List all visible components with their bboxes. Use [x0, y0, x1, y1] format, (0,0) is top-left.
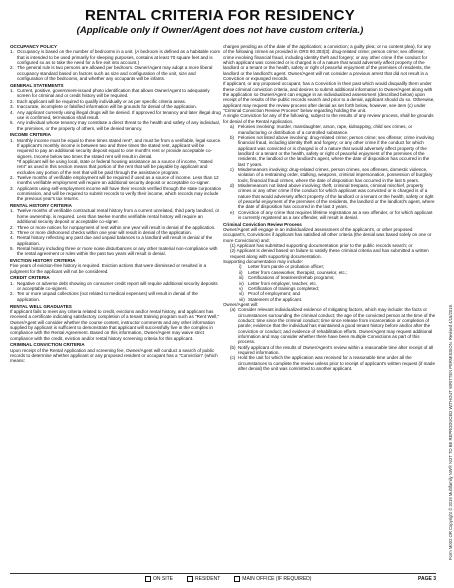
item-text: Notify applicant of the results of Owner/Agent's review within a reasonable time after receipt of all required information.: [238, 344, 434, 355]
lettered-item: [223, 124, 436, 135]
item-number: iii): [239, 275, 244, 281]
paragraph: [10, 309, 222, 341]
side-copyright-text: Form M002 OR Copyright © 2019 Multifamily NW® NOT TO BE REPRODUCED WITHOUT WRITTEN PERMISSION. Revised 4/15/2019.: [448, 303, 453, 560]
lettered-item: [223, 135, 436, 167]
numbered-item: [10, 49, 222, 65]
item-number: 1.: [10, 280, 14, 286]
item-text: Felonies not listed above involving: drug-related crime; person crime; sex offense; crime involving financial fraud, including identity theft and forgery; or any other crime if the conduct for which applicant was convicted or is charged is of a nature that would adversely affect property of the landlord or a tenant or the health, safety or right of peaceful enjoyment of the premises of the residents, the landlord or the landlord's agent, where the date of disposition has occurred in the last 7 years.: [238, 134, 434, 167]
item-text: RENTAL WELL GRADUATES: [10, 303, 72, 309]
item-text: Statement of the applicant.: [248, 296, 303, 302]
numbered-item: [10, 208, 222, 224]
item-text: (2) Applicant is denied based on failure to satisfy these criminal criteria and has submitted a written request along with supporting documentation.: [230, 248, 429, 259]
item-text: Any individual whose tenancy may constitute a direct threat to the health and safety of any individual, the premises, or the property of others, will be denied tenancy.: [17, 120, 220, 131]
item-text: If applicant, or any proposed occupant, has a Conviction in their past which would disqualify them under these criminal conviction criteria, and desires to submit additional information to Owner/Agent along with the application so Owner/Agent can engage in an individualized assessment (described below) upon receipt of the results of the public records search and prior to a denial, applicant should do so. Otherwise, applicant may request the review process after denial as set forth below, however, see item (c) under "Criminal Conviction Review Process" below regarding holding the unit.: [223, 81, 435, 114]
item-text: RENTAL HISTORY CRITERIA: [10, 203, 72, 209]
item-text: Current, positive, government-issued photo identification that allows Owner/Agent to adequately screen for criminal and or credit history will be required.: [17, 88, 210, 99]
indented-paragraph: [223, 248, 436, 259]
item-number: 2.: [10, 224, 14, 230]
item-number: b): [230, 134, 235, 140]
item-number: d): [230, 182, 235, 188]
item-text: OCCUPANCY POLICY: [10, 44, 58, 49]
item-number: (c): [230, 355, 236, 361]
item-number: (a): [230, 307, 236, 313]
checkbox-box[interactable]: [145, 576, 151, 582]
lettered-item: [223, 210, 436, 221]
item-text: Misdemeanors not listed above involving: theft, criminal trespass, criminal mischief, property crimes or any other crime if the conduct for which applicant was convicted or is charged is of a nature that would adversely affect property of the landlord or a tenant or the health, safety or right of peaceful enjoyment of the premises of the residents, the landlord or the landlord's agent, where the date of disposition has occurred in the last 3 years.: [238, 182, 435, 210]
lettered-item: [223, 345, 436, 356]
item-text: Owner/Agent will:: [223, 301, 259, 307]
item-text: Certification of trainings completed;: [248, 285, 320, 291]
item-number: 2.: [10, 98, 14, 104]
item-text: Hold the unit for which the application was received for a reasonable time under all the circumstances to complete the review unless prior to receipt of applicant's written request (if made after denial) the unit was committed to another applicant.: [238, 355, 435, 372]
sub-list-item: [223, 297, 436, 302]
item-text: EVICTION HISTORY CRITERIA: [10, 257, 76, 263]
side-copyright: [440, 100, 453, 560]
item-text: Monthly income must be equal to three times stated rent*, and must be from a verifiable, legal source. If applicant's monthly income is between two and three times the stated rent, applicant will be required to pay an additional security deposit equal to one month's rent or provide acceptable co-signers. Income below two times the stated rent will result in denial.: [17, 137, 222, 159]
page-number: PAGE 3: [418, 576, 436, 582]
item-text: CRIMINAL CONVICTION CRITERIA: [10, 342, 85, 348]
item-number: a): [230, 124, 235, 130]
item-number: 4.: [10, 109, 14, 115]
item-text: Each applicant will be required to qualify individually or as per specific criteria areas.: [17, 98, 187, 104]
item-text: GENERAL STATEMENTS: [10, 82, 64, 88]
footer: [10, 573, 436, 585]
item-number: (b): [230, 344, 236, 350]
item-text: The general rule is two persons are allowed per bedroom. Owner/Agent may adopt a more liberal occupancy standard based on factors such as size and configuration of the unit, size and configuration of the bedrooms, and whether any occupants will be infants.: [17, 65, 213, 82]
item-text: Consider relevant individualized evidence of mitigating factors, which may include: the facts or circumstances surrounding the criminal conduct; the age of the convicted person at the time of the conduct; time since the criminal conduct; time since release from incarceration or completion of parole; evidence that the individual has maintained a good tenant history before and/or after the conviction or conduct; and evidence of rehabilitation efforts. Owner/Agent may request additional information and may consider whether there have been multiple Convictions as part of this process.: [238, 307, 436, 345]
item-text: If applicant fails to meet any criteria related to credit, evictions and/or rental history, and applicant has received a certificate indicating satisfactory completion of a tenant training program such as "Rent Well," Owner/Agent will consider whether the course content, instructor comments and any other information supplied by applicant is sufficient to demonstrate that applicant will successfully live in the complex in compliance with the Rental Agreement. Based on this information, Owner/Agent may waive strict compliance with the credit, eviction and/or rental history screening criteria for this applicant.: [10, 308, 220, 341]
numbered-item: [10, 120, 222, 131]
item-number: 2.: [10, 65, 14, 71]
item-text: CREDIT CRITERIA: [10, 275, 50, 281]
lettered-item: [223, 307, 436, 344]
item-text: Upon receipt of the Rental Application and screening fee, Owner/Agent will conduct a search of public records to determine whether applicant or any proposed resident or occupant has a "Conviction" (which means:: [10, 347, 218, 364]
checkbox-box[interactable]: [234, 576, 240, 582]
lettered-item: [223, 167, 436, 183]
item-number: 3.: [10, 185, 14, 191]
item-text: Five years of eviction-free history is required. Eviction actions that were dismissed or resulted in a judgment for the applicant will not be considered.: [10, 263, 207, 274]
checkbox-on-site[interactable]: ON SITE: [145, 576, 173, 582]
paragraph: [223, 44, 436, 81]
item-text: Any applicant currently using illegal drugs will be denied. If approved for tenancy and later illegal drug use is confirmed, termination shall result.: [17, 109, 221, 120]
item-text: INCOME CRITERIA: [10, 132, 51, 138]
item-text: Occupancy is based on the number of bedrooms in a unit. (A bedroom is defined as a habitable room that is intended to be used primarily for sleeping purposes, contains at least 70 square feet and is configured so as to take the need for a fire exit into account.): [17, 49, 221, 66]
item-text: Rental history including three or more noise disturbances or any other material non-compliance with the rental agreement or rules within the past two years will result in denial.: [17, 245, 218, 257]
item-number: 1.: [10, 208, 14, 214]
item-text: Criminal Conviction Review Process: [223, 221, 302, 227]
page-title: RENTAL CRITERIA FOR RESIDENCY: [84, 7, 356, 24]
item-text: (1) Applicant has submitted supporting documentation prior to the public records search; or: [230, 243, 413, 249]
item-number: vii): [239, 296, 245, 302]
item-text: Three or more dishonored checks within one year will result in denial of the application.: [17, 229, 192, 235]
item-text: Twelve months of verifiable employment will be required if used as a source of income. Less than 12 months verifiable employment will require an additional security deposit or acceptable co-signer.: [17, 175, 219, 186]
numbered-item: [10, 186, 222, 202]
paragraph: [223, 113, 436, 124]
item-number: c): [230, 166, 234, 172]
page-subtitle: (Applicable only if Owner/Agent does not have custom criteria.): [76, 25, 364, 36]
footer-divider: [10, 573, 436, 574]
item-text: Felonies involving: murder, manslaughter, arson, rape, kidnapping, child sex crimes, or manufacturing or distribution of a controlled substance.: [238, 124, 413, 135]
checkbox-main-office[interactable]: MAIN OFFICE (IF REQUIRED): [234, 576, 311, 582]
item-number: 5.: [10, 120, 14, 126]
item-number: 2.: [10, 291, 14, 297]
lettered-item: [223, 355, 436, 371]
item-number: 5.: [10, 245, 14, 251]
paragraph: [223, 227, 436, 243]
numbered-item: [10, 281, 222, 292]
item-number: e): [230, 209, 235, 215]
lettered-item: [223, 183, 436, 210]
numbered-item: [10, 235, 222, 246]
item-number: vi): [239, 291, 244, 297]
item-text: Owner/Agent will engage in an individualized assessment of the applicant's, or other proposed occupant's, Convictions if applicant has satisfied all other criteria (the denial was based solely on one or more Convictions) and:: [223, 227, 432, 243]
paragraph: [10, 348, 222, 364]
item-text: *If applicant will be using local, state or federal housing assistance as a source of income, "stated rent" as used in this section means that portion of the rent that will be payable by applicant and excludes any portion of the rent that will be paid through the assistance program.: [17, 159, 213, 175]
left-column: [10, 44, 222, 364]
numbered-item: [10, 110, 222, 121]
item-text: charges pending as of the date of the application; a conviction; a guilty plea; or no contest plea), for any of the following crimes as provided in ORS 90.303(3): drug-related crime; person crime; sex offense; crime involving financial fraud, including identity theft and forgery; or any other crime if the conduct for which applicant was convicted or is charged is of a nature that would adversely affect property of the landlord or a tenant or the health, safety or right of peaceful enjoyment of the premises of residents, the landlord or the landlord's agent. Owner/Agent will not consider a previous arrest that did not result in a Conviction or expunged records.: [223, 44, 432, 82]
item-text: Misdemeanors involving: drug-related crimes, person crimes, sex offenses, domestic violence, violation of a restraining order, stalking, weapons, criminal impersonation, possession of burglary tools, financial fraud crimes, where the date of disposition has occurred in the last 5 years.: [238, 166, 433, 183]
item-text: Rental history reflecting any past due and unpaid balances to a landlord will result in denial of the application.: [17, 235, 213, 246]
numbered-item: [10, 175, 222, 186]
item-text: Three or more notices for nonpayment of rent within one year will result in denial of the application.: [17, 224, 216, 230]
item-text: Conviction of any crime that requires lifetime registration as a sex offender, or for which applicant is currently registered as a sex offender, will result in denial.: [238, 209, 433, 220]
item-number: 3.: [10, 229, 14, 235]
item-number: 1.: [10, 137, 14, 143]
item-number: 3.: [10, 104, 14, 110]
item-text: A single Conviction for any of the following, subject to the results of any review process, shall be grounds for denial of the Rental Application.: [223, 113, 434, 124]
numbered-item: [10, 291, 222, 302]
item-number: i): [239, 264, 242, 270]
item-number: 1.: [10, 88, 14, 94]
item-text: Supporting documentation may include:: [223, 259, 303, 265]
item-text: Inaccurate, incomplete or falsified information will be grounds for denial of the application.: [17, 104, 197, 110]
numbered-item: [10, 88, 222, 99]
checkbox-box[interactable]: [187, 576, 193, 582]
indented-paragraph: [10, 159, 222, 175]
footer-checkboxes: [145, 576, 311, 582]
item-text: Ten or more unpaid collections (not related to medical expenses) will result in denial of the application.: [17, 291, 198, 302]
item-text: Certifications of treatment/rehab programs;: [248, 275, 335, 281]
item-text: Letter from parole or probation officer;: [248, 264, 325, 270]
item-text: Applicants using self-employment income will have their records verified through the state corporation commission, and will be required to submit records to verify their income, which records may include the previous year's tax returns.: [17, 185, 222, 202]
item-number: 4.: [10, 235, 14, 241]
numbered-item: [10, 246, 222, 257]
item-number: ii): [239, 269, 243, 275]
item-number: v): [239, 285, 243, 291]
item-number: iv): [239, 280, 244, 286]
item-text: Letter from caseworker, therapist, counselor, etc.;: [248, 269, 348, 275]
item-number: 2.: [10, 175, 14, 181]
item-text: Letter from employer, teacher, etc.: [248, 280, 317, 286]
paragraph: [223, 81, 436, 113]
numbered-item: [10, 65, 222, 81]
paragraph: [10, 263, 222, 274]
right-column: [223, 44, 436, 371]
checkbox-resident[interactable]: RESIDENT: [187, 576, 220, 582]
item-text: Negative or adverse debt showing on consumer credit report will require additional security deposits or acceptable co-signers.: [17, 280, 218, 292]
item-text: Twelve months of verifiable contractual rental history from a current unrelated, third party landlord, or home ownership, is required. Less than twelve months verifiable rental history will require an additional security deposit or acceptable co-signer.: [17, 208, 220, 225]
item-text: Proof of employment; and: [248, 291, 301, 297]
numbered-item: [10, 138, 222, 159]
item-number: 1.: [10, 49, 14, 55]
